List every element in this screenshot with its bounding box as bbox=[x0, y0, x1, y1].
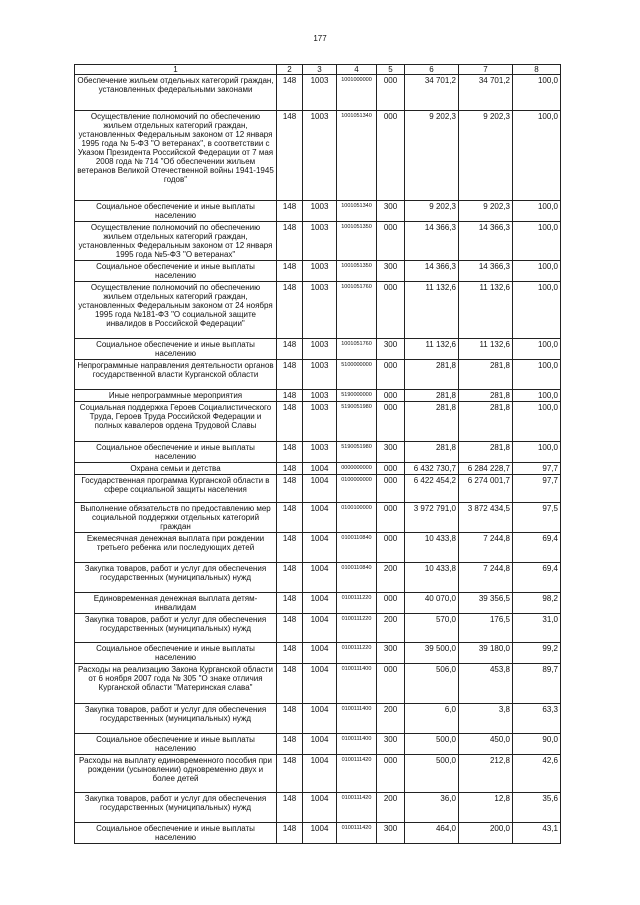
column-header: 7 bbox=[459, 65, 513, 75]
execution-percent: 100,0 bbox=[513, 261, 561, 282]
execution-percent: 35,6 bbox=[513, 793, 561, 823]
row-name: Ежемесячная денежная выплата при рождении третьего ребенка или последующих детей bbox=[75, 533, 277, 563]
planned-amount: 10 433,8 bbox=[405, 563, 459, 593]
row-name: Закупка товаров, работ и услуг для обеспечения государственных (муниципальных) нужд bbox=[75, 614, 277, 643]
execution-percent: 63,3 bbox=[513, 704, 561, 734]
actual-amount: 453,8 bbox=[459, 664, 513, 704]
target-article-code: 0100111400 bbox=[337, 704, 377, 734]
expense-type-code: 000 bbox=[377, 593, 405, 614]
target-article-code: 1001051340 bbox=[337, 111, 377, 201]
actual-amount: 450,0 bbox=[459, 734, 513, 755]
execution-percent: 31,0 bbox=[513, 614, 561, 643]
expense-type-code: 000 bbox=[377, 75, 405, 111]
expense-type-code: 000 bbox=[377, 503, 405, 533]
expense-type-code: 000 bbox=[377, 360, 405, 390]
target-article-code: 1001051760 bbox=[337, 339, 377, 360]
planned-amount: 570,0 bbox=[405, 614, 459, 643]
execution-percent: 42,6 bbox=[513, 755, 561, 793]
expense-type-code: 300 bbox=[377, 201, 405, 222]
row-name: Осуществление полномочий по обеспечению жильем отдельных категорий граждан, установленных Федеральным законом от 24 ноября 1995 года №181-ФЗ "О социальной защите инвалидов в Российской Федерации" bbox=[75, 282, 277, 339]
planned-amount: 14 366,3 bbox=[405, 261, 459, 282]
table-row bbox=[75, 793, 561, 823]
actual-amount: 281,8 bbox=[459, 390, 513, 402]
table-row bbox=[75, 503, 561, 533]
expense-type-code: 200 bbox=[377, 704, 405, 734]
section-code: 1003 bbox=[303, 282, 337, 339]
row-name: Расходы на выплату единовременного пособия при рождении (усыновлении) одновременно двух и более детей bbox=[75, 755, 277, 793]
planned-amount: 3 972 791,0 bbox=[405, 503, 459, 533]
planned-amount: 36,0 bbox=[405, 793, 459, 823]
execution-percent: 90,0 bbox=[513, 734, 561, 755]
table-row bbox=[75, 734, 561, 755]
expense-type-code: 300 bbox=[377, 442, 405, 463]
section-code: 1003 bbox=[303, 201, 337, 222]
section-code: 1003 bbox=[303, 390, 337, 402]
planned-amount: 39 500,0 bbox=[405, 643, 459, 664]
table-row bbox=[75, 563, 561, 593]
target-article-code: 5190051980 bbox=[337, 442, 377, 463]
ved-code: 148 bbox=[277, 503, 303, 533]
execution-percent: 100,0 bbox=[513, 282, 561, 339]
row-name: Единовременная денежная выплата детям-инвалидам bbox=[75, 593, 277, 614]
section-code: 1004 bbox=[303, 593, 337, 614]
actual-amount: 281,8 bbox=[459, 442, 513, 463]
planned-amount: 500,0 bbox=[405, 755, 459, 793]
execution-percent: 100,0 bbox=[513, 402, 561, 442]
row-name: Осуществление полномочий по обеспечению жильем отдельных категорий граждан, установленных Федеральным законом от 12 января 1995 года № 5-ФЗ "О ветеранах", в соответствии с Указом Президента Российской Федерации от 7 мая 2008 года № 714 "Об обеспечении жильем ветеранов Великой Отечественной войны 1941-1945 годов" bbox=[75, 111, 277, 201]
planned-amount: 14 366,3 bbox=[405, 222, 459, 261]
actual-amount: 3 872 434,5 bbox=[459, 503, 513, 533]
section-code: 1003 bbox=[303, 339, 337, 360]
ved-code: 148 bbox=[277, 463, 303, 475]
execution-percent: 100,0 bbox=[513, 222, 561, 261]
ved-code: 148 bbox=[277, 282, 303, 339]
expense-type-code: 200 bbox=[377, 614, 405, 643]
actual-amount: 11 132,6 bbox=[459, 282, 513, 339]
row-name: Государственная программа Курганской области в сфере социальной защиты населения bbox=[75, 475, 277, 503]
planned-amount: 9 202,3 bbox=[405, 201, 459, 222]
table-row bbox=[75, 533, 561, 563]
planned-amount: 281,8 bbox=[405, 360, 459, 390]
expense-type-code: 000 bbox=[377, 533, 405, 563]
section-code: 1004 bbox=[303, 614, 337, 643]
ved-code: 148 bbox=[277, 793, 303, 823]
row-name: Социальное обеспечение и иные выплаты населению bbox=[75, 823, 277, 844]
execution-percent: 97,7 bbox=[513, 463, 561, 475]
planned-amount: 6 432 730,7 bbox=[405, 463, 459, 475]
execution-percent: 100,0 bbox=[513, 442, 561, 463]
table-row bbox=[75, 222, 561, 261]
section-code: 1003 bbox=[303, 75, 337, 111]
section-code: 1003 bbox=[303, 111, 337, 201]
table-row bbox=[75, 475, 561, 503]
section-code: 1004 bbox=[303, 793, 337, 823]
ved-code: 148 bbox=[277, 475, 303, 503]
target-article-code: 0000000000 bbox=[337, 463, 377, 475]
column-header: 4 bbox=[337, 65, 377, 75]
ved-code: 148 bbox=[277, 664, 303, 704]
table-row bbox=[75, 111, 561, 201]
row-name: Социальная поддержка Героев Социалистического Труда, Героев Труда Российской Федерации и полных кавалеров ордена Трудовой Славы bbox=[75, 402, 277, 442]
actual-amount: 281,8 bbox=[459, 360, 513, 390]
section-code: 1004 bbox=[303, 664, 337, 704]
actual-amount: 200,0 bbox=[459, 823, 513, 844]
table-body bbox=[75, 75, 561, 844]
actual-amount: 3,8 bbox=[459, 704, 513, 734]
execution-percent: 100,0 bbox=[513, 75, 561, 111]
row-name: Социальное обеспечение и иные выплаты населению bbox=[75, 201, 277, 222]
execution-percent: 43,1 bbox=[513, 823, 561, 844]
planned-amount: 9 202,3 bbox=[405, 111, 459, 201]
target-article-code: 0100111400 bbox=[337, 734, 377, 755]
expense-type-code: 000 bbox=[377, 390, 405, 402]
section-code: 1003 bbox=[303, 360, 337, 390]
table-row bbox=[75, 402, 561, 442]
section-code: 1004 bbox=[303, 734, 337, 755]
row-name: Социальное обеспечение и иные выплаты населению bbox=[75, 643, 277, 664]
execution-percent: 69,4 bbox=[513, 533, 561, 563]
ved-code: 148 bbox=[277, 704, 303, 734]
target-article-code: 5100000000 bbox=[337, 360, 377, 390]
section-code: 1004 bbox=[303, 755, 337, 793]
ved-code: 148 bbox=[277, 442, 303, 463]
section-code: 1004 bbox=[303, 463, 337, 475]
row-name: Закупка товаров, работ и услуг для обеспечения государственных (муниципальных) нужд bbox=[75, 563, 277, 593]
ved-code: 148 bbox=[277, 201, 303, 222]
row-name: Социальное обеспечение и иные выплаты населению bbox=[75, 442, 277, 463]
actual-amount: 9 202,3 bbox=[459, 201, 513, 222]
target-article-code: 1001051350 bbox=[337, 261, 377, 282]
ved-code: 148 bbox=[277, 823, 303, 844]
execution-percent: 100,0 bbox=[513, 201, 561, 222]
table-row bbox=[75, 261, 561, 282]
ved-code: 148 bbox=[277, 643, 303, 664]
ved-code: 148 bbox=[277, 593, 303, 614]
target-article-code: 0100100000 bbox=[337, 503, 377, 533]
expense-type-code: 300 bbox=[377, 261, 405, 282]
table-row bbox=[75, 463, 561, 475]
section-code: 1004 bbox=[303, 475, 337, 503]
ved-code: 148 bbox=[277, 402, 303, 442]
planned-amount: 464,0 bbox=[405, 823, 459, 844]
ved-code: 148 bbox=[277, 614, 303, 643]
row-name: Социальное обеспечение и иные выплаты населению bbox=[75, 261, 277, 282]
section-code: 1003 bbox=[303, 261, 337, 282]
table-row bbox=[75, 360, 561, 390]
table-row bbox=[75, 643, 561, 664]
target-article-code: 1001051350 bbox=[337, 222, 377, 261]
actual-amount: 212,8 bbox=[459, 755, 513, 793]
planned-amount: 34 701,2 bbox=[405, 75, 459, 111]
planned-amount: 11 132,6 bbox=[405, 339, 459, 360]
actual-amount: 7 244,8 bbox=[459, 563, 513, 593]
actual-amount: 34 701,2 bbox=[459, 75, 513, 111]
ved-code: 148 bbox=[277, 75, 303, 111]
planned-amount: 11 132,6 bbox=[405, 282, 459, 339]
column-header: 8 bbox=[513, 65, 561, 75]
ved-code: 148 bbox=[277, 533, 303, 563]
row-name: Выполнение обязательств по предоставлению мер социальной поддержки отдельных категорий граждан bbox=[75, 503, 277, 533]
section-code: 1004 bbox=[303, 643, 337, 664]
target-article-code: 0100110840 bbox=[337, 563, 377, 593]
section-code: 1004 bbox=[303, 503, 337, 533]
planned-amount: 281,8 bbox=[405, 442, 459, 463]
actual-amount: 14 366,3 bbox=[459, 261, 513, 282]
planned-amount: 6 422 454,2 bbox=[405, 475, 459, 503]
target-article-code: 5190051980 bbox=[337, 402, 377, 442]
table-row bbox=[75, 442, 561, 463]
row-name: Закупка товаров, работ и услуг для обеспечения государственных (муниципальных) нужд bbox=[75, 704, 277, 734]
ved-code: 148 bbox=[277, 563, 303, 593]
target-article-code: 0100111220 bbox=[337, 593, 377, 614]
ved-code: 148 bbox=[277, 111, 303, 201]
actual-amount: 39 180,0 bbox=[459, 643, 513, 664]
execution-percent: 97,5 bbox=[513, 503, 561, 533]
column-header: 2 bbox=[277, 65, 303, 75]
target-article-code: 5190000000 bbox=[337, 390, 377, 402]
column-header: 6 bbox=[405, 65, 459, 75]
table-row bbox=[75, 282, 561, 339]
target-article-code: 1001051340 bbox=[337, 201, 377, 222]
actual-amount: 12,8 bbox=[459, 793, 513, 823]
section-code: 1004 bbox=[303, 704, 337, 734]
execution-percent: 100,0 bbox=[513, 111, 561, 201]
actual-amount: 14 366,3 bbox=[459, 222, 513, 261]
ved-code: 148 bbox=[277, 390, 303, 402]
table-row bbox=[75, 823, 561, 844]
planned-amount: 6,0 bbox=[405, 704, 459, 734]
row-name: Охрана семьи и детства bbox=[75, 463, 277, 475]
actual-amount: 6 284 228,7 bbox=[459, 463, 513, 475]
planned-amount: 281,8 bbox=[405, 390, 459, 402]
execution-percent: 100,0 bbox=[513, 339, 561, 360]
execution-percent: 69,4 bbox=[513, 563, 561, 593]
row-name: Иные непрограммные мероприятия bbox=[75, 390, 277, 402]
row-name: Расходы на реализацию Закона Курганской области от 6 ноября 2007 года № 305 "О знаке отличия Курганской области "Материнская слава" bbox=[75, 664, 277, 704]
section-code: 1004 bbox=[303, 563, 337, 593]
table-row bbox=[75, 755, 561, 793]
target-article-code: 0100110840 bbox=[337, 533, 377, 563]
table-row bbox=[75, 339, 561, 360]
execution-percent: 99,2 bbox=[513, 643, 561, 664]
target-article-code: 0100111420 bbox=[337, 755, 377, 793]
row-name: Социальное обеспечение и иные выплаты населению bbox=[75, 339, 277, 360]
table-row bbox=[75, 201, 561, 222]
expense-type-code: 000 bbox=[377, 664, 405, 704]
expense-type-code: 000 bbox=[377, 463, 405, 475]
table-row bbox=[75, 390, 561, 402]
execution-percent: 100,0 bbox=[513, 360, 561, 390]
actual-amount: 39 356,5 bbox=[459, 593, 513, 614]
expense-type-code: 000 bbox=[377, 111, 405, 201]
expense-type-code: 200 bbox=[377, 563, 405, 593]
execution-percent: 89,7 bbox=[513, 664, 561, 704]
expense-type-code: 300 bbox=[377, 643, 405, 664]
section-code: 1003 bbox=[303, 402, 337, 442]
ved-code: 148 bbox=[277, 261, 303, 282]
ved-code: 148 bbox=[277, 222, 303, 261]
planned-amount: 281,8 bbox=[405, 402, 459, 442]
page-number: 177 bbox=[313, 34, 327, 43]
table-row bbox=[75, 593, 561, 614]
table-row bbox=[75, 614, 561, 643]
execution-percent: 97,7 bbox=[513, 475, 561, 503]
ved-code: 148 bbox=[277, 734, 303, 755]
expense-type-code: 000 bbox=[377, 475, 405, 503]
target-article-code: 1001000000 bbox=[337, 75, 377, 111]
column-header: 5 bbox=[377, 65, 405, 75]
target-article-code: 0100111420 bbox=[337, 793, 377, 823]
expense-type-code: 000 bbox=[377, 282, 405, 339]
ved-code: 148 bbox=[277, 755, 303, 793]
header-row bbox=[75, 65, 561, 75]
actual-amount: 7 244,8 bbox=[459, 533, 513, 563]
actual-amount: 176,5 bbox=[459, 614, 513, 643]
planned-amount: 500,0 bbox=[405, 734, 459, 755]
ved-code: 148 bbox=[277, 339, 303, 360]
table-row bbox=[75, 75, 561, 111]
table-row bbox=[75, 664, 561, 704]
column-header: 1 bbox=[75, 65, 277, 75]
actual-amount: 11 132,6 bbox=[459, 339, 513, 360]
row-name: Непрограммные направления деятельности органов государственной власти Курганской области bbox=[75, 360, 277, 390]
target-article-code: 0100111420 bbox=[337, 823, 377, 844]
expense-type-code: 300 bbox=[377, 734, 405, 755]
actual-amount: 6 274 001,7 bbox=[459, 475, 513, 503]
section-code: 1004 bbox=[303, 533, 337, 563]
planned-amount: 40 070,0 bbox=[405, 593, 459, 614]
target-article-code: 0100111220 bbox=[337, 614, 377, 643]
execution-percent: 98,2 bbox=[513, 593, 561, 614]
expense-type-code: 200 bbox=[377, 793, 405, 823]
expense-type-code: 300 bbox=[377, 339, 405, 360]
target-article-code: 0100000000 bbox=[337, 475, 377, 503]
section-code: 1004 bbox=[303, 823, 337, 844]
row-name: Социальное обеспечение и иные выплаты населению bbox=[75, 734, 277, 755]
row-name: Закупка товаров, работ и услуг для обеспечения государственных (муниципальных) нужд bbox=[75, 793, 277, 823]
target-article-code: 1001051760 bbox=[337, 282, 377, 339]
expense-type-code: 300 bbox=[377, 823, 405, 844]
budget-table bbox=[74, 64, 561, 844]
ved-code: 148 bbox=[277, 360, 303, 390]
section-code: 1003 bbox=[303, 442, 337, 463]
expense-type-code: 000 bbox=[377, 755, 405, 793]
table-row bbox=[75, 704, 561, 734]
column-header: 3 bbox=[303, 65, 337, 75]
row-name: Обеспечение жильем отдельных категорий граждан, установленных федеральными законами bbox=[75, 75, 277, 111]
row-name: Осуществление полномочий по обеспечению жильем отдельных категорий граждан, установленных Федеральным законом от 12 января 1995 года №5-ФЗ "О ветеранах" bbox=[75, 222, 277, 261]
expense-type-code: 000 bbox=[377, 402, 405, 442]
section-code: 1003 bbox=[303, 222, 337, 261]
target-article-code: 0100111220 bbox=[337, 643, 377, 664]
planned-amount: 10 433,8 bbox=[405, 533, 459, 563]
target-article-code: 0100111400 bbox=[337, 664, 377, 704]
actual-amount: 281,8 bbox=[459, 402, 513, 442]
planned-amount: 506,0 bbox=[405, 664, 459, 704]
execution-percent: 100,0 bbox=[513, 390, 561, 402]
expense-type-code: 000 bbox=[377, 222, 405, 261]
actual-amount: 9 202,3 bbox=[459, 111, 513, 201]
